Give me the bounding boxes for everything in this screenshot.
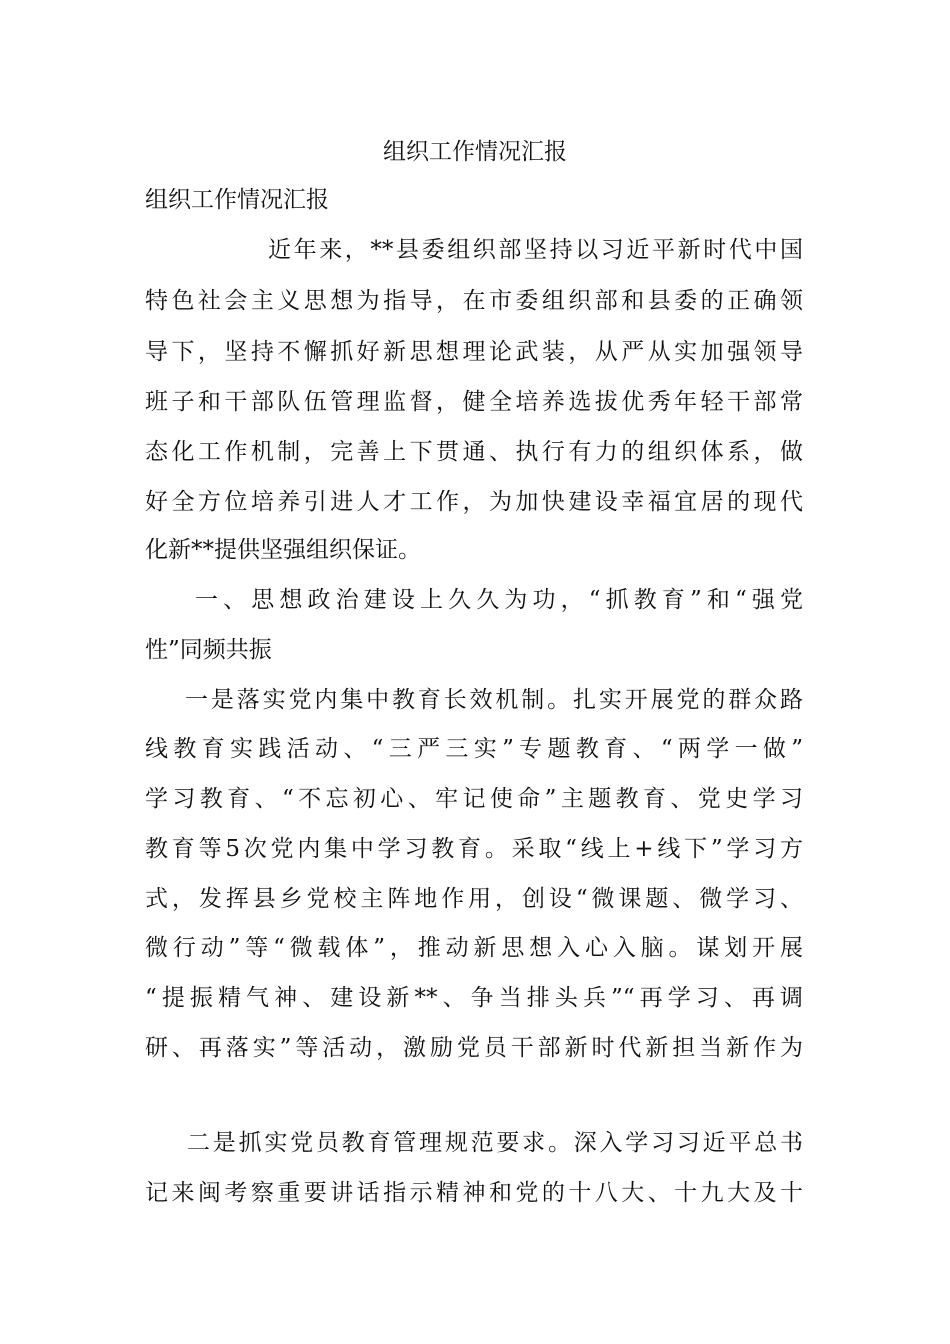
- section1-heading-line-1: 一、思想政治建设上久久为功，“抓教育”和“强党: [195, 587, 803, 613]
- document-title: 组织工作情况汇报: [383, 139, 567, 165]
- point2-line-1: 二是抓实党员教育管理规范要求。深入学习习近平总书: [187, 1130, 803, 1156]
- point1-line-7: “提振精气神、建设新**、争当排头兵”“再学习、再调: [145, 985, 803, 1011]
- intro-line-5: 态化工作机制，完善上下贯通、执行有力的组织体系，做: [145, 439, 803, 465]
- intro-line-3: 导下，坚持不懈抓好新思想理论武装，从严从实加强领导: [145, 339, 803, 365]
- intro-line-6: 好全方位培养引进人才工作，为加快建设幸福宜居的现代: [145, 489, 803, 515]
- intro-line-1: 近年来，**县委组织部坚持以习近平新时代中国: [268, 237, 803, 263]
- section1-heading-line-2: 性”同频共振: [145, 637, 272, 663]
- point1-line-8: 研、再落实”等活动，激励党员干部新时代新担当新作为: [145, 1035, 803, 1061]
- point1-line-1: 一是落实党内集中教育长效机制。扎实开展党的群众路: [185, 687, 803, 713]
- point1-line-3: 学习教育、“不忘初心、牢记使命”主题教育、党史学习: [145, 786, 803, 812]
- point1-line-6: 微行动”等“微载体”，推动新思想入心入脑。谋划开展: [145, 935, 803, 961]
- intro-line-4: 班子和干部队伍管理监督，健全培养选拔优秀年轻干部常: [145, 389, 803, 415]
- point1-line-2: 线教育实践活动、“三严三实”专题教育、“两学一做”: [145, 736, 803, 762]
- point2-line-2: 记来闽考察重要讲话指示精神和党的十八大、十九大及十: [145, 1180, 803, 1206]
- intro-line-7: 化新**提供坚强组织保证。: [145, 537, 421, 563]
- point1-line-5: 式，发挥县乡党校主阵地作用，创设“微课题、微学习、: [145, 886, 803, 912]
- document-subtitle: 组织工作情况汇报: [145, 187, 329, 213]
- point1-line-4: 教育等5次党内集中学习教育。采取“线上+线下”学习方: [145, 836, 803, 862]
- intro-line-2: 特色社会主义思想为指导，在市委组织部和县委的正确领: [145, 288, 803, 314]
